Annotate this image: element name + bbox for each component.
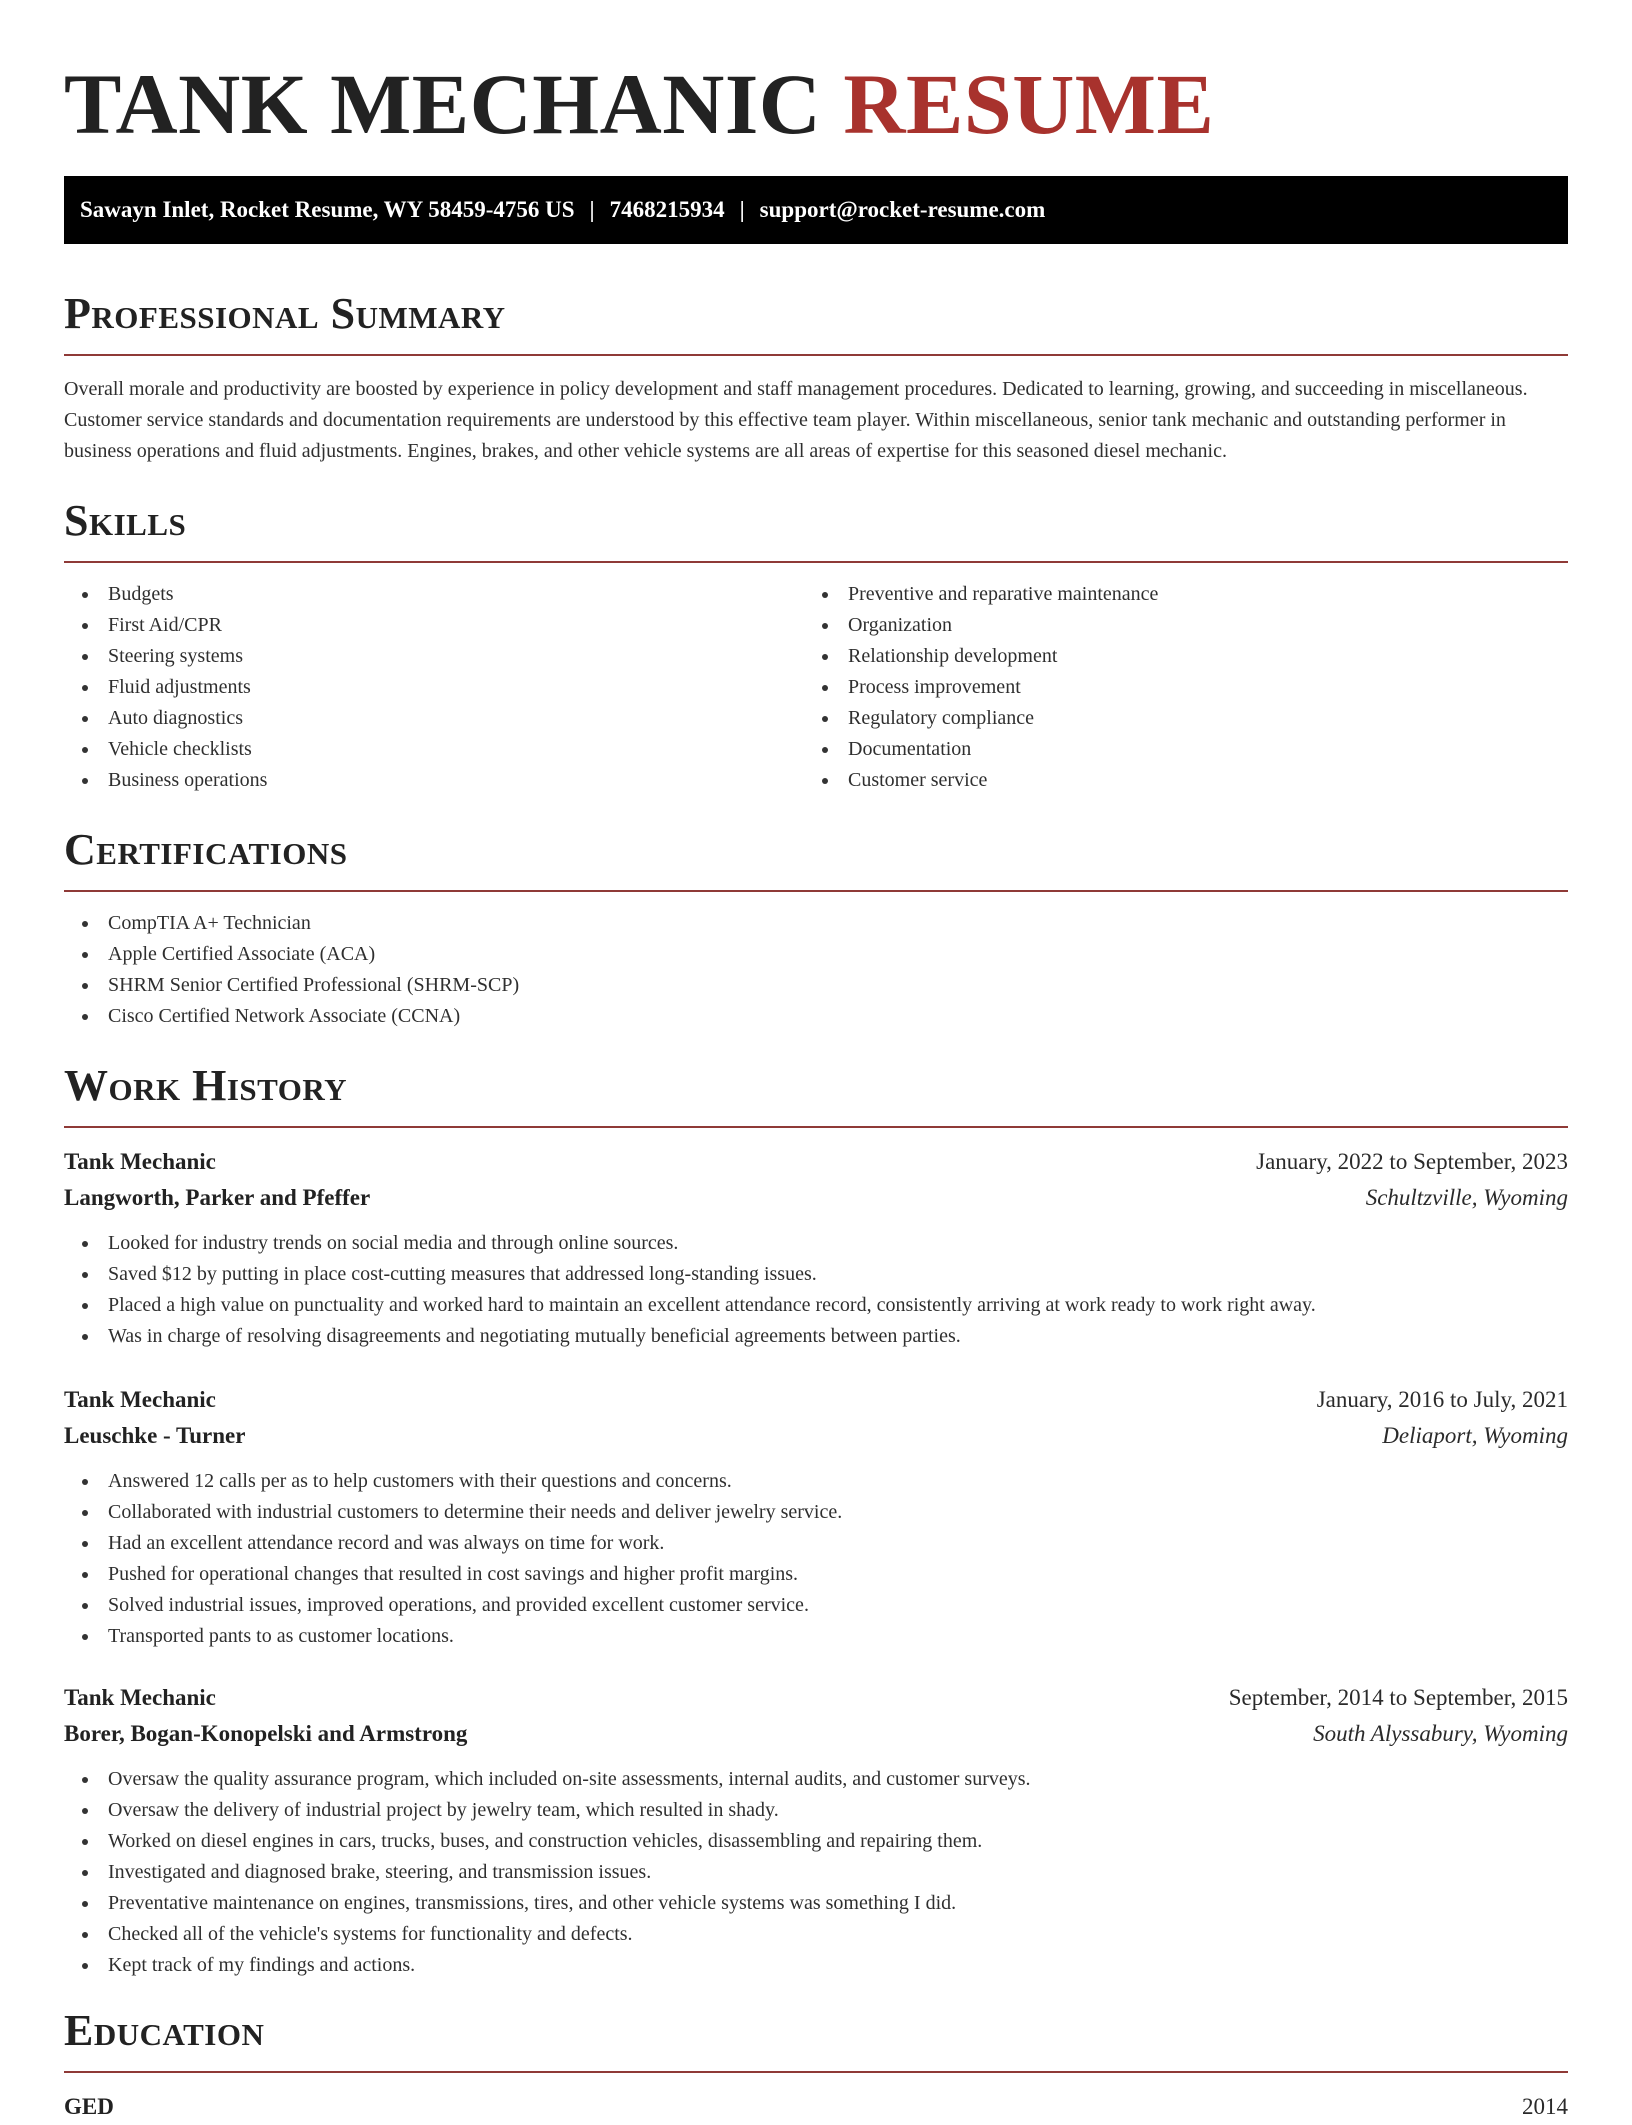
duty-item: Checked all of the vehicle's systems for functionality and defects. — [64, 1919, 1568, 1950]
job-entry — [64, 1144, 1568, 1352]
duty-item: Placed a high value on punctuality and worked hard to maintain an excellent attendance record, consistently arriving at work ready to work right away. — [64, 1290, 1568, 1321]
job-dates: September, 2014 to September, 2015 — [1228, 1685, 1568, 1710]
title-main: TANK MECHANIC — [64, 56, 822, 152]
job-company: Borer, Bogan-Konopelski and Armstrong — [64, 1721, 468, 1746]
skill-item: Customer service — [804, 765, 1544, 796]
job-dates: January, 2016 to July, 2021 — [1316, 1387, 1568, 1412]
skill-item: First Aid/CPR — [64, 610, 804, 641]
contact-email: support@rocket-resume.com — [759, 197, 1046, 222]
job-company-row — [64, 1716, 1568, 1752]
duty-item: Collaborated with industrial customers to determine their needs and deliver jewelry service. — [64, 1497, 1568, 1528]
section-divider — [64, 1126, 1568, 1128]
skill-item: Budgets — [64, 579, 804, 610]
duty-item: Had an excellent attendance record and was always on time for work. — [64, 1528, 1568, 1559]
job-duties — [64, 1228, 1568, 1352]
job-dates: January, 2022 to September, 2023 — [1256, 1149, 1568, 1174]
certifications-section — [64, 824, 1568, 1032]
job-title: Tank Mechanic — [64, 1685, 216, 1710]
section-divider — [64, 2071, 1568, 2073]
section-heading-education: Education — [64, 2006, 265, 2055]
job-company: Leuschke - Turner — [64, 1423, 246, 1448]
duty-item: Pushed for operational changes that resulted in cost savings and higher profit margins. — [64, 1559, 1568, 1590]
summary-text: Overall morale and productivity are boosted by experience in policy development and staff management procedures. Dedicated to learning, growing, and succeeding in miscellaneous. Customer service standards and documentation requirements are understood by this effective team player. Within miscellaneous, senior tank mechanic and outstanding performer in business operations and fluid adjustments. Engines, brakes, and other vehicle systems are all areas of expertise for this seasoned diesel mechanic. — [64, 378, 1528, 462]
job-company: Langworth, Parker and Pfeffer — [64, 1185, 371, 1210]
title-accent: RESUME — [843, 56, 1215, 152]
section-heading-skills: Skills — [64, 496, 187, 545]
duty-item: Solved industrial issues, improved operations, and provided excellent customer service. — [64, 1590, 1568, 1621]
duty-item: Transported pants to as customer locations. — [64, 1621, 1568, 1652]
skill-item: Documentation — [804, 734, 1544, 765]
duty-item: Preventative maintenance on engines, transmissions, tires, and other vehicle systems was something I did. — [64, 1888, 1568, 1919]
section-divider — [64, 561, 1568, 563]
skills-columns — [64, 579, 1568, 796]
skill-item: Relationship development — [804, 641, 1544, 672]
skill-item: Preventive and reparative maintenance — [804, 579, 1544, 610]
skill-item: Vehicle checklists — [64, 734, 804, 765]
job-company-row — [64, 1180, 1568, 1216]
education-section — [64, 2005, 1568, 2125]
education-row — [64, 2089, 1568, 2125]
certification-item: Cisco Certified Network Associate (CCNA) — [64, 1001, 1568, 1032]
job-header-row — [64, 1144, 1568, 1180]
duty-item: Saved $12 by putting in place cost-cutting measures that addressed long-standing issues. — [64, 1259, 1568, 1290]
contact-address: Sawayn Inlet, Rocket Resume, WY 58459-4756 US — [80, 197, 575, 222]
skill-item: Regulatory compliance — [804, 703, 1544, 734]
section-heading-work-history: Work History — [64, 1061, 348, 1110]
certification-item: SHRM Senior Certified Professional (SHRM-SCP) — [64, 970, 1568, 1001]
job-entry — [64, 1680, 1568, 1981]
certification-item: Apple Certified Associate (ACA) — [64, 939, 1568, 970]
skill-item: Steering systems — [64, 641, 804, 672]
contact-bar — [64, 176, 1568, 244]
skills-section — [64, 495, 1568, 796]
resume-title — [64, 56, 1568, 152]
skill-item: Business operations — [64, 765, 804, 796]
skill-item: Organization — [804, 610, 1544, 641]
job-header-row — [64, 1680, 1568, 1716]
job-duties — [64, 1466, 1568, 1652]
job-location: South Alyssabury, Wyoming — [1313, 1721, 1568, 1746]
certifications-list — [64, 908, 1568, 1032]
job-location: Schultzville, Wyoming — [1365, 1185, 1568, 1210]
job-duties — [64, 1764, 1568, 1981]
duty-item: Was in charge of resolving disagreements and negotiating mutually beneficial agreements between parties. — [64, 1321, 1568, 1352]
contact-phone: 7468215934 — [609, 197, 725, 222]
summary-section — [64, 288, 1568, 467]
duty-item: Answered 12 calls per as to help customers with their questions and concerns. — [64, 1466, 1568, 1497]
job-location: Deliaport, Wyoming — [1382, 1423, 1568, 1448]
certification-item: CompTIA A+ Technician — [64, 908, 1568, 939]
job-title: Tank Mechanic — [64, 1149, 216, 1174]
section-divider — [64, 890, 1568, 892]
education-year: 2014 — [1522, 2094, 1568, 2119]
contact-separator: | — [589, 197, 595, 222]
job-header-row — [64, 1382, 1568, 1418]
job-entry — [64, 1382, 1568, 1652]
work-history-section — [64, 1060, 1568, 1981]
job-company-row — [64, 1418, 1568, 1454]
duty-item: Looked for industry trends on social media and through online sources. — [64, 1228, 1568, 1259]
skills-list-left — [64, 579, 804, 796]
skill-item: Auto diagnostics — [64, 703, 804, 734]
duty-item: Investigated and diagnosed brake, steering, and transmission issues. — [64, 1857, 1568, 1888]
skill-item: Process improvement — [804, 672, 1544, 703]
duty-item: Oversaw the delivery of industrial project by jewelry team, which resulted in shady. — [64, 1795, 1568, 1826]
education-degree: GED — [64, 2094, 114, 2119]
resume-page — [64, 0, 1568, 2125]
duty-item: Oversaw the quality assurance program, which included on-site assessments, internal audits, and customer surveys. — [64, 1764, 1568, 1795]
skill-item: Fluid adjustments — [64, 672, 804, 703]
duty-item: Kept track of my findings and actions. — [64, 1950, 1568, 1981]
section-heading-summary: Professional Summary — [64, 289, 506, 338]
section-divider — [64, 354, 1568, 356]
duty-item: Worked on diesel engines in cars, trucks, buses, and construction vehicles, disassembling and repairing them. — [64, 1826, 1568, 1857]
contact-separator: | — [739, 197, 745, 222]
job-title: Tank Mechanic — [64, 1387, 216, 1412]
skills-list-right — [804, 579, 1544, 796]
section-heading-certifications: Certifications — [64, 825, 348, 874]
